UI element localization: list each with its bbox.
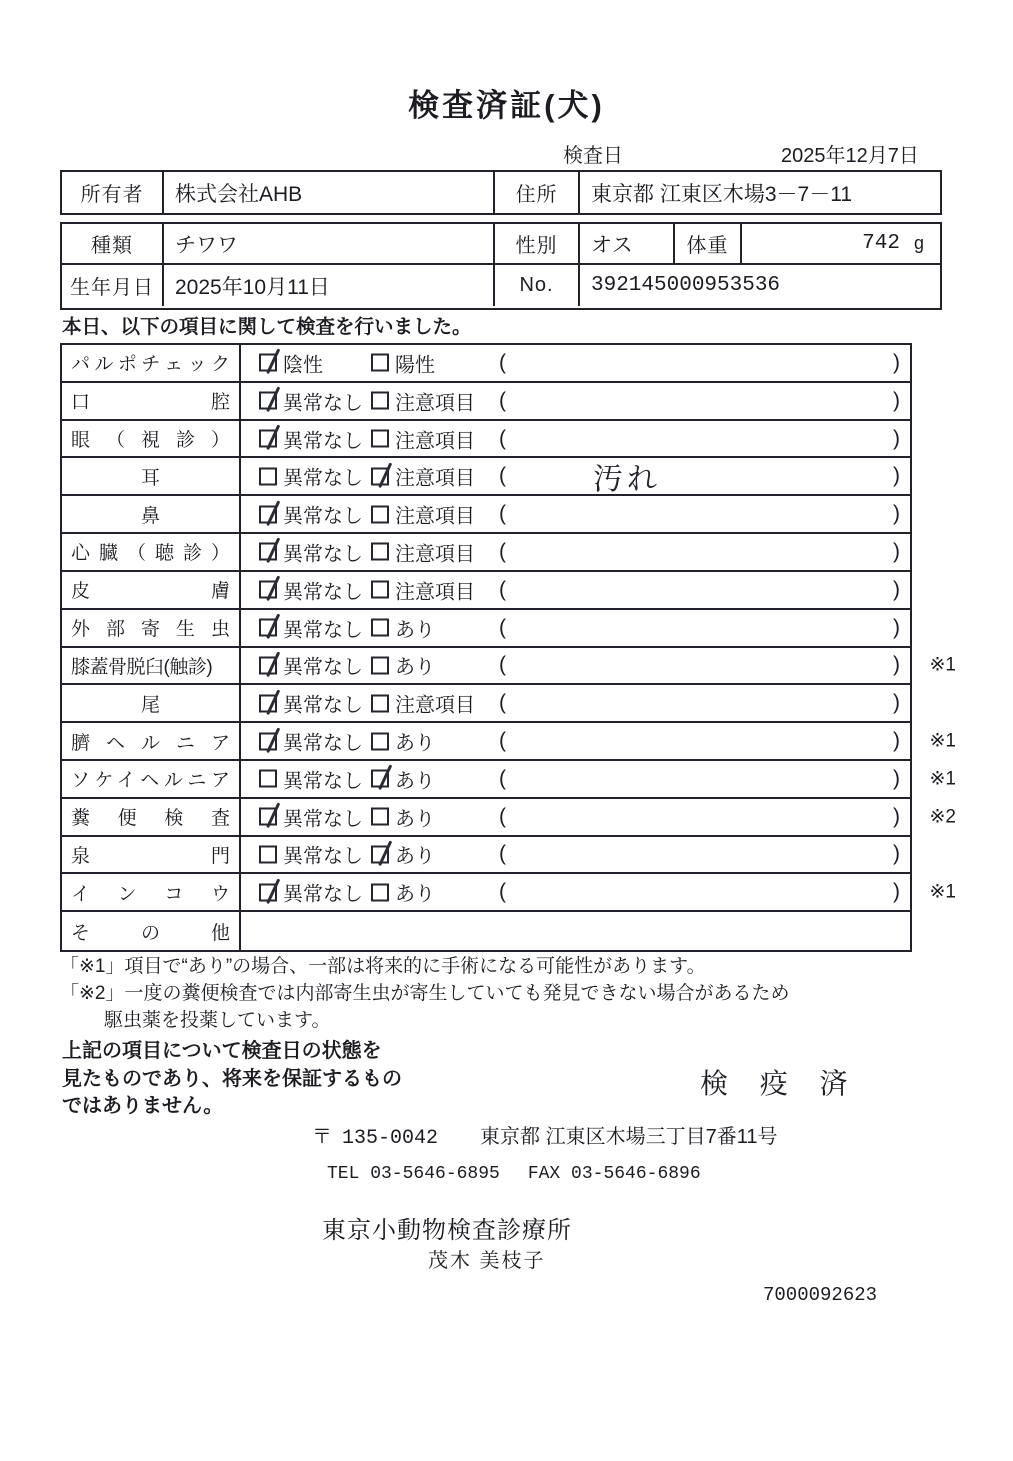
checkbox-icon bbox=[259, 770, 277, 788]
checklist-row-label-text: 心臓（聴診） bbox=[71, 543, 230, 565]
checkbox-icon bbox=[371, 467, 389, 485]
checklist-option bbox=[371, 424, 475, 453]
checklist-row-label bbox=[62, 648, 241, 684]
inspection-date-label: 検査日 bbox=[563, 145, 623, 167]
checkbox-icon bbox=[371, 732, 389, 750]
paren-close: ) bbox=[893, 388, 900, 412]
paren-close: ) bbox=[893, 691, 900, 715]
footnote-line: 「※2」一度の糞便検査では内部寄生虫が寄生していても発見できない場合があるため bbox=[60, 983, 790, 1004]
checklist-option-label: 異常なし bbox=[283, 392, 363, 415]
checklist-table bbox=[60, 343, 956, 952]
weight-number: 742 bbox=[862, 232, 900, 255]
checklist-option-label: 陰性 bbox=[283, 354, 323, 377]
checklist-option-label: 異常なし bbox=[283, 694, 363, 717]
checkbox-icon bbox=[259, 694, 277, 712]
paren-close: ) bbox=[893, 539, 900, 563]
paren-open: ( bbox=[499, 804, 506, 828]
checklist-row bbox=[62, 723, 956, 761]
checklist-option bbox=[371, 689, 475, 718]
checklist-option bbox=[259, 878, 363, 907]
checklist-option bbox=[371, 727, 435, 756]
checklist-option bbox=[259, 386, 363, 415]
paren-open: ( bbox=[499, 464, 506, 488]
paren-open: ( bbox=[499, 729, 506, 753]
paren-open: ( bbox=[499, 615, 506, 639]
checkmark-icon bbox=[266, 576, 280, 602]
checklist-row-label bbox=[62, 496, 241, 532]
postal-code: 135-0042 bbox=[342, 1127, 439, 1150]
checkbox-icon bbox=[259, 505, 277, 523]
checklist-row-label-text: 泉門 bbox=[71, 845, 230, 867]
checklist-option bbox=[259, 537, 363, 566]
checkbox-icon bbox=[259, 543, 277, 561]
checkmark-icon bbox=[266, 613, 280, 639]
no-value: 392145000953536 bbox=[591, 274, 781, 297]
checklist-option bbox=[259, 348, 323, 377]
paren-close: ) bbox=[893, 653, 900, 677]
checkmark-icon bbox=[378, 462, 392, 488]
checklist-row-content bbox=[241, 383, 910, 419]
checkbox-icon bbox=[371, 770, 389, 788]
checkbox-icon bbox=[371, 581, 389, 599]
checklist-row-label bbox=[62, 874, 241, 910]
checkmark-icon bbox=[266, 651, 280, 677]
paren-close: ) bbox=[893, 615, 900, 639]
checklist-option-label: 異常なし bbox=[283, 581, 363, 604]
no-label: No. bbox=[495, 265, 580, 306]
paren-open: ( bbox=[499, 350, 506, 374]
checklist-row-label-text: その他 bbox=[71, 922, 230, 944]
paren-open: ( bbox=[499, 880, 506, 904]
animal-table bbox=[60, 222, 942, 310]
checklist-row-label bbox=[62, 383, 241, 419]
checklist-row bbox=[62, 458, 910, 496]
checklist-row bbox=[62, 572, 910, 610]
checklist-row-content bbox=[241, 912, 910, 950]
birth-value: 2025年10月11日 bbox=[164, 265, 495, 306]
checkbox-icon bbox=[259, 467, 277, 485]
checkmark-icon bbox=[266, 500, 280, 526]
sex-label: 性別 bbox=[495, 224, 580, 263]
checklist-row-label bbox=[62, 761, 241, 797]
checklist-option-label: あり bbox=[395, 808, 435, 831]
checklist-row bbox=[62, 610, 910, 648]
clinic-name: 東京小動物検査診療所 bbox=[322, 1217, 572, 1244]
footnote-mark: ※1 bbox=[929, 881, 956, 903]
checklist-row-content bbox=[241, 572, 910, 608]
checklist-option-label: 注意項目 bbox=[395, 694, 475, 717]
owner-label: 所有者 bbox=[62, 172, 164, 213]
checklist-row-label-text: 糞便検査 bbox=[71, 808, 230, 830]
checklist-row-label bbox=[62, 610, 241, 646]
checkbox-icon bbox=[371, 656, 389, 674]
weight-unit: g bbox=[913, 233, 924, 253]
checklist-option-label: 異常なし bbox=[283, 619, 363, 642]
checklist-row bbox=[62, 534, 910, 572]
paren-open: ( bbox=[499, 766, 506, 790]
checklist-row-label-text: 膝蓋骨脱臼(触診) bbox=[71, 656, 213, 678]
checklist-option bbox=[259, 689, 363, 718]
clinic-tel-line bbox=[327, 1164, 701, 1184]
animal-row-1 bbox=[62, 224, 940, 265]
checklist-option bbox=[371, 462, 475, 491]
checkmark-icon bbox=[378, 765, 392, 791]
checklist-row-content bbox=[241, 799, 956, 835]
postal-mark-icon: 〒 bbox=[312, 1126, 332, 1148]
paren-open: ( bbox=[499, 502, 506, 526]
address-label: 住所 bbox=[495, 172, 580, 213]
paren-open: ( bbox=[499, 539, 506, 563]
checkbox-icon bbox=[371, 694, 389, 712]
checklist-row-label bbox=[62, 572, 241, 608]
disclaimer-line: ではありません。 bbox=[62, 1095, 224, 1117]
checklist-option bbox=[371, 575, 475, 604]
footnote-mark: ※1 bbox=[929, 654, 956, 676]
checklist-option-label: 異常なし bbox=[283, 770, 363, 793]
checklist-option-label: あり bbox=[395, 883, 435, 906]
breed-label: 種類 bbox=[62, 224, 164, 263]
checkmark-icon bbox=[266, 689, 280, 715]
checklist-row-label bbox=[62, 421, 241, 457]
footnotes bbox=[60, 953, 790, 1034]
checklist-option bbox=[259, 500, 363, 529]
checklist-row-label-text: 口腔 bbox=[71, 392, 230, 414]
checklist-row bbox=[62, 912, 910, 950]
checklist-option bbox=[259, 613, 363, 642]
inspection-date-value: 2025年12月7日 bbox=[781, 145, 919, 167]
quarantine-stamp: 検 疫 済 bbox=[700, 1068, 860, 1099]
checklist-option-label: 異常なし bbox=[283, 656, 363, 679]
disclaimer-line: 上記の項目について検査日の状態を bbox=[62, 1040, 382, 1062]
owner-value: 株式会社AHB bbox=[164, 172, 495, 213]
paren-close: ) bbox=[893, 502, 900, 526]
checklist-option-label: あり bbox=[395, 656, 435, 679]
intro-text: 本日、以下の項目に関して検査を行いました。 bbox=[62, 316, 472, 338]
checklist-option bbox=[371, 651, 435, 680]
checklist-option bbox=[259, 462, 363, 491]
clinic-tel: TEL 03-5646-6895 bbox=[327, 1164, 500, 1184]
checklist-option bbox=[371, 386, 475, 415]
footnote-line: 駆虫薬を投薬しています。 bbox=[104, 1010, 331, 1031]
paren-open: ( bbox=[499, 653, 506, 677]
checkmark-icon bbox=[266, 387, 280, 413]
paren-close: ) bbox=[893, 464, 900, 488]
checklist-row-label-text: 外部寄生虫 bbox=[71, 619, 230, 641]
paren-close: ) bbox=[893, 804, 900, 828]
checklist-row-content bbox=[241, 345, 910, 381]
checklist-option bbox=[371, 500, 475, 529]
page-title: 検査済証(犬) bbox=[408, 88, 605, 123]
paren-close: ) bbox=[893, 766, 900, 790]
checklist-row-content bbox=[241, 610, 910, 646]
checkbox-icon bbox=[259, 619, 277, 637]
checklist-option bbox=[259, 424, 363, 453]
checklist-row-content bbox=[241, 874, 956, 910]
checklist-option bbox=[371, 613, 435, 642]
clinic-postal-line bbox=[312, 1120, 777, 1150]
paren-open: ( bbox=[499, 577, 506, 601]
checkmark-icon bbox=[266, 727, 280, 753]
checklist-option-label: 異常なし bbox=[283, 845, 363, 868]
paren-close: ) bbox=[893, 842, 900, 866]
veterinarian-name: 茂木 美枝子 bbox=[428, 1250, 546, 1272]
checklist-row-label bbox=[62, 345, 241, 381]
checklist-option-label: 異常なし bbox=[283, 808, 363, 831]
checklist-row bbox=[62, 761, 956, 799]
owner-table bbox=[60, 170, 942, 215]
paren-close: ) bbox=[893, 880, 900, 904]
checklist-row bbox=[62, 874, 956, 912]
checkbox-icon bbox=[259, 656, 277, 674]
paren-close: ) bbox=[893, 577, 900, 601]
footnote-line: 「※1」項目で“あり”の場合、一部は将来的に手術になる可能性があります。 bbox=[60, 956, 706, 977]
checklist-row-label bbox=[62, 912, 241, 950]
animal-row-2 bbox=[62, 265, 940, 306]
checklist-row-content bbox=[241, 685, 910, 721]
clinic-address: 東京都 江東区木場三丁目7番11号 bbox=[480, 1126, 778, 1148]
checklist-row bbox=[62, 421, 910, 459]
checklist-row-label-text: 眼（視診） bbox=[71, 430, 230, 452]
checklist-option-label: 異常なし bbox=[283, 543, 363, 566]
checkbox-icon bbox=[371, 430, 389, 448]
checkbox-icon bbox=[371, 619, 389, 637]
checkbox-icon bbox=[371, 543, 389, 561]
paren-open: ( bbox=[499, 691, 506, 715]
checkbox-icon bbox=[259, 732, 277, 750]
checklist-option bbox=[371, 802, 435, 831]
checklist-row-content bbox=[241, 534, 910, 570]
checklist-row-content bbox=[241, 837, 910, 873]
checklist-option-label: あり bbox=[395, 619, 435, 642]
checklist-option-label: 注意項目 bbox=[395, 505, 475, 528]
checklist-row bbox=[62, 685, 910, 723]
checkbox-icon bbox=[259, 808, 277, 826]
checklist-option bbox=[371, 348, 435, 377]
checklist-row-label bbox=[62, 685, 241, 721]
checklist-option-label: あり bbox=[395, 845, 435, 868]
footnote-mark: ※1 bbox=[929, 730, 956, 752]
checkbox-icon bbox=[371, 883, 389, 901]
disclaimer-line: 見たものであり、将来を保証するもの bbox=[62, 1067, 402, 1090]
checklist-option-label: 異常なし bbox=[283, 732, 363, 755]
paren-open: ( bbox=[499, 388, 506, 412]
checkbox-icon bbox=[371, 354, 389, 372]
checkbox-icon bbox=[371, 392, 389, 410]
checklist-row-label-text: インコウ bbox=[71, 883, 230, 905]
checklist-row-label bbox=[62, 458, 241, 494]
serial-number: 7000092623 bbox=[763, 1284, 878, 1306]
checkmark-icon bbox=[266, 424, 280, 450]
checklist-row-content bbox=[241, 458, 910, 497]
checklist-option bbox=[371, 764, 435, 793]
checklist-option-label: 注意項目 bbox=[395, 392, 475, 415]
weight-value bbox=[742, 224, 940, 263]
paren-close: ) bbox=[893, 350, 900, 374]
clinic-fax: FAX 03-5646-6896 bbox=[527, 1164, 701, 1184]
checklist-option bbox=[259, 575, 363, 604]
checklist-option-label: 陽性 bbox=[395, 354, 435, 377]
checklist-option-label: 注意項目 bbox=[395, 581, 475, 604]
checkbox-icon bbox=[259, 883, 277, 901]
paren-close: ) bbox=[893, 426, 900, 450]
paren-open: ( bbox=[499, 426, 506, 450]
checklist-option-label: あり bbox=[395, 732, 435, 755]
checklist-option-label: 注意項目 bbox=[395, 467, 475, 490]
footnote-mark: ※1 bbox=[929, 768, 956, 790]
checklist-option-label: 異常なし bbox=[283, 467, 363, 490]
checklist-option bbox=[371, 840, 435, 869]
checklist-row bbox=[62, 799, 956, 837]
handwritten-note: 汚れ bbox=[593, 463, 661, 497]
checklist-row-content bbox=[241, 648, 956, 684]
paren-open: ( bbox=[499, 842, 506, 866]
checkbox-icon bbox=[371, 505, 389, 523]
checklist-option-label: 注意項目 bbox=[395, 430, 475, 453]
birth-label: 生年月日 bbox=[62, 265, 164, 306]
paren-close: ) bbox=[893, 729, 900, 753]
checklist-row-label bbox=[62, 799, 241, 835]
checklist-row bbox=[62, 383, 910, 421]
checklist-option-label: 異常なし bbox=[283, 883, 363, 906]
checklist-row-label-text: パルポチェック bbox=[71, 354, 230, 376]
checklist-option-label: あり bbox=[395, 770, 435, 793]
checklist-row bbox=[62, 837, 910, 875]
checkmark-icon bbox=[266, 803, 280, 829]
checklist-row-label-text: ソケイヘルニア bbox=[71, 770, 230, 792]
checklist-option bbox=[259, 840, 363, 869]
sex-value: オス bbox=[580, 224, 675, 263]
checkbox-icon bbox=[259, 392, 277, 410]
checklist-row bbox=[62, 648, 956, 686]
checklist-option bbox=[371, 537, 475, 566]
checklist-option bbox=[259, 764, 363, 793]
checklist-option bbox=[259, 802, 363, 831]
checklist-option-label: 異常なし bbox=[283, 505, 363, 528]
address-value: 東京都 江東区木場3－7－11 bbox=[591, 182, 852, 206]
footnote-mark: ※2 bbox=[929, 806, 956, 828]
checklist-row-label-text: 皮膚 bbox=[71, 581, 230, 603]
checklist-row-label-text: 鼻 bbox=[140, 505, 160, 527]
checkmark-icon bbox=[266, 349, 280, 375]
checklist-option-label: 異常なし bbox=[283, 430, 363, 453]
checklist-row-content bbox=[241, 723, 956, 759]
checkmark-icon bbox=[266, 878, 280, 904]
checkbox-icon bbox=[259, 845, 277, 863]
checklist-option-label: 注意項目 bbox=[395, 543, 475, 566]
checklist-row-label-text: 尾 bbox=[140, 694, 160, 716]
checklist-option bbox=[259, 727, 363, 756]
checkmark-icon bbox=[378, 840, 392, 866]
checklist-option bbox=[371, 878, 435, 907]
checklist-row-content bbox=[241, 761, 956, 797]
checkbox-icon bbox=[259, 430, 277, 448]
disclaimer bbox=[62, 1038, 482, 1121]
checklist-row-content bbox=[241, 421, 910, 457]
checkbox-icon bbox=[371, 808, 389, 826]
checklist-option bbox=[259, 651, 363, 680]
weight-label: 体重 bbox=[675, 224, 742, 263]
checkbox-icon bbox=[259, 581, 277, 599]
checklist-row-label bbox=[62, 534, 241, 570]
checklist-row-label bbox=[62, 837, 241, 873]
breed-value: チワワ bbox=[164, 224, 495, 263]
checkmark-icon bbox=[266, 538, 280, 564]
checklist-row bbox=[62, 345, 910, 383]
checkbox-icon bbox=[259, 354, 277, 372]
checkbox-icon bbox=[371, 845, 389, 863]
checklist-row bbox=[62, 496, 910, 534]
checklist-row-content bbox=[241, 496, 910, 532]
checklist-row-label-text: 耳 bbox=[140, 467, 160, 489]
checklist-row-label bbox=[62, 723, 241, 759]
checklist-row-label-text: 臍ヘルニア bbox=[71, 732, 230, 754]
